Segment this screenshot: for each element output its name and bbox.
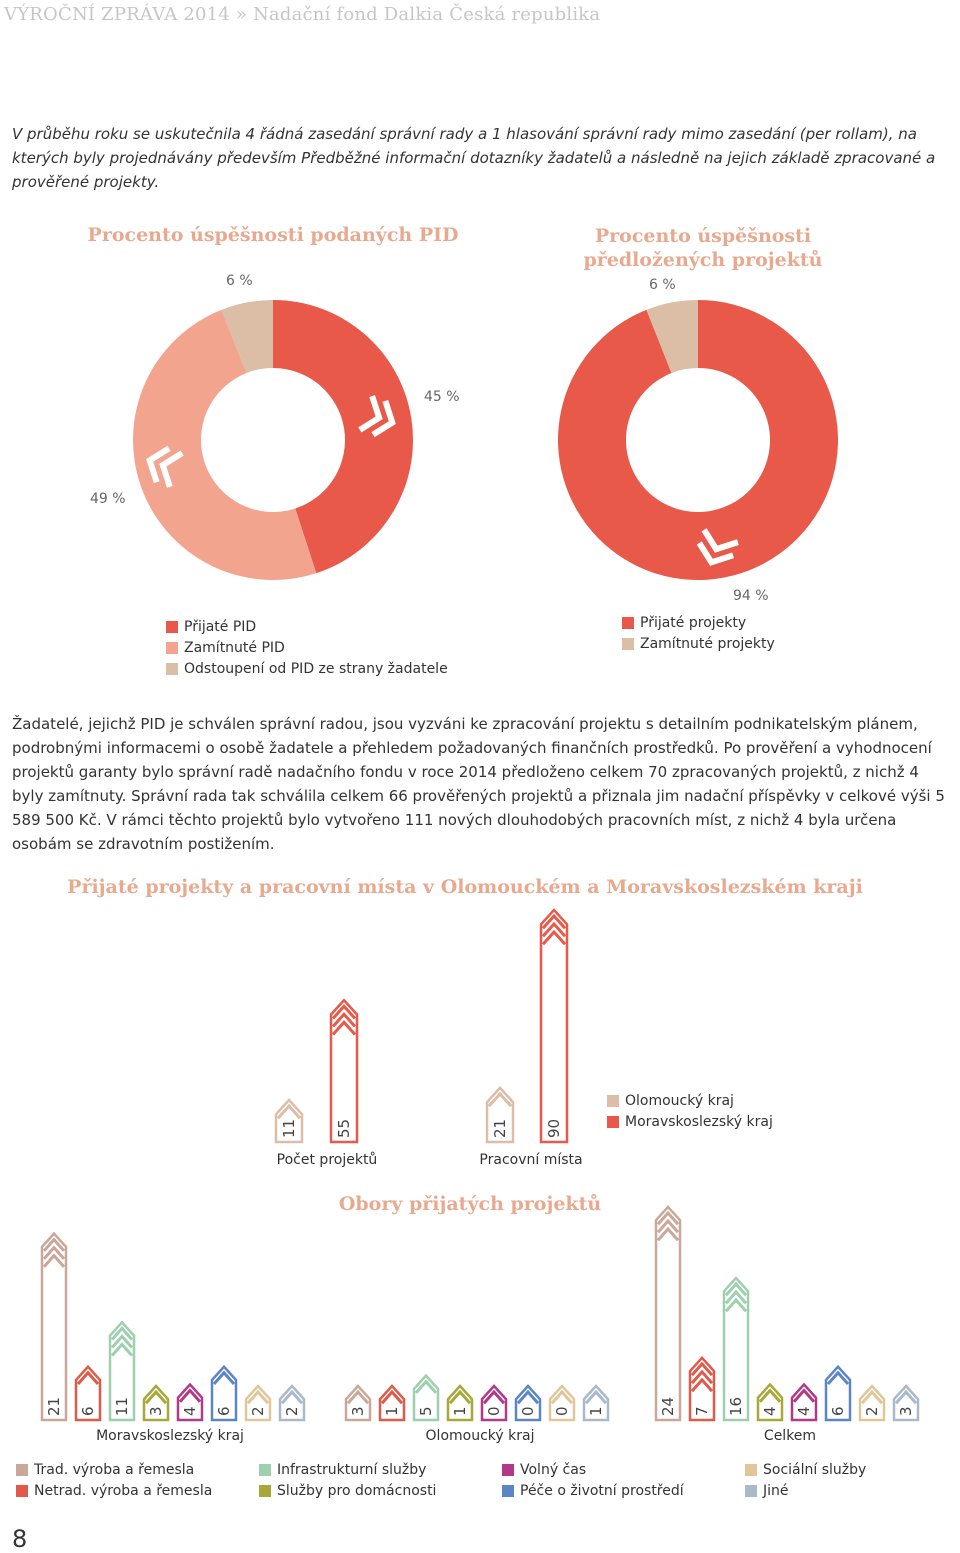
legend-label: Moravskoslezský kraj — [625, 1113, 773, 1130]
pie2-label-accepted: 94 % — [733, 588, 769, 604]
bar1-category-projects: Počet projektů — [276, 1152, 378, 1168]
bar2-bar — [656, 1207, 680, 1420]
bar2-category-olk: Olomoucký kraj — [425, 1428, 535, 1444]
bar2-title: Obory přijatých projektů — [338, 1193, 602, 1215]
bar-body — [42, 1234, 66, 1420]
bar2-bar — [280, 1386, 304, 1420]
intro-paragraph: V průběhu roku se uskutečnila 4 řádná zasedání správní rady a 1 hlasování správní rady mimo zasedání (per rollam), na kterých byly projednávány především Předběžné informační dotazníky žadatelů a následně na jejich základě zpracované a prověřené projekty. — [12, 125, 936, 191]
legend-label: Přijaté PID — [184, 618, 257, 635]
bar2-bar — [380, 1386, 404, 1420]
bar-value-label: 3 — [897, 1406, 915, 1416]
bar2-bar — [860, 1386, 884, 1420]
bar2-category-msk: Moravskoslezský kraj — [96, 1428, 244, 1444]
bar2-bar — [516, 1386, 540, 1420]
bar2-bar — [690, 1358, 714, 1420]
bar2-bar — [76, 1367, 100, 1420]
bar2-bar — [550, 1386, 574, 1420]
bar-value-label: 55 — [335, 1118, 353, 1138]
bar-value-label: 6 — [829, 1406, 847, 1416]
pie1-label-withdrawn: 6 % — [226, 273, 253, 289]
bar-value-label: 11 — [280, 1118, 298, 1138]
report-header: VÝROČNÍ ZPRÁVA 2014 » Nadační fond Dalkia Česká republika — [4, 4, 601, 25]
bar-value-label: 4 — [181, 1406, 199, 1416]
bar1-bar — [331, 1000, 357, 1142]
legend-label: Jiné — [763, 1482, 789, 1499]
legend-label: Služby pro domácnosti — [277, 1482, 437, 1499]
bar2-bar — [584, 1386, 608, 1420]
bar-value-label: 2 — [283, 1406, 301, 1416]
pie1-title: Procento úspěšnosti podaných PID — [87, 224, 459, 246]
bar-value-label: 24 — [659, 1396, 677, 1416]
bar2-bar — [246, 1386, 270, 1420]
bar2-bar — [110, 1322, 134, 1420]
bar2-bar — [414, 1376, 438, 1420]
bar-value-label: 21 — [45, 1396, 63, 1416]
bar2-bar — [212, 1367, 236, 1420]
bar-value-label: 3 — [349, 1406, 367, 1416]
bar2-bar — [448, 1386, 472, 1420]
bar2-bar — [724, 1278, 748, 1420]
pie1-label-accepted: 45 % — [424, 389, 460, 405]
projects-paragraph: Žadatelé, jejichž PID je schválen správní radou, jsou vyzváni ke zpracování projektu s detailním podnikatelským plánem, podrobnými informacemi o osobě žadatele a přehledem požadovaných finančních prostředků. Po prověření a vyhodnocení projektů garanty bylo správní radě nadačního fondu v roce 2014 předloženo celkem 70 zpracovaných projektů, z nichž 4 byly zamítnuty. Správní rada tak schválila celkem 66 prověřených projektů a přiznala jim nadační příspěvky v celkové výši 5 589 500 Kč. V rámci těchto projektů bylo vytvořeno 111 nových dlouhodobých pracovních míst, z nichž 4 byla určena osobám se zdravotním postižením. — [12, 715, 945, 853]
bar2-bar — [346, 1386, 370, 1420]
legend-label: Volný čas — [520, 1461, 587, 1478]
page-number: 8 — [12, 1525, 28, 1553]
legend-label: Odstoupení od PID ze strany žadatele — [184, 660, 448, 677]
bar2-bar — [894, 1386, 918, 1420]
bar-value-label: 7 — [693, 1406, 711, 1416]
bar-value-label: 11 — [113, 1396, 131, 1416]
bar-body — [541, 910, 567, 1142]
bar-value-label: 2 — [249, 1406, 267, 1416]
bar2-bar — [144, 1386, 168, 1420]
bar2-bar — [178, 1385, 202, 1421]
bar2-bar — [42, 1234, 66, 1420]
bar-value-label: 21 — [491, 1118, 509, 1138]
bar-value-label: 6 — [79, 1406, 97, 1416]
pie1-label-rejected: 49 % — [90, 491, 126, 507]
bar-value-label: 5 — [417, 1406, 435, 1416]
legend-label: Trad. výroba a řemesla — [34, 1461, 195, 1478]
bar-value-label: 0 — [519, 1406, 537, 1416]
bar-value-label: 90 — [545, 1118, 563, 1138]
legend-label: Přijaté projekty — [640, 614, 747, 631]
bar-value-label: 0 — [485, 1406, 503, 1416]
legend-label: Péče o životní prostředí — [520, 1482, 684, 1499]
bar-value-label: 0 — [553, 1406, 571, 1416]
bar1-title: Přijaté projekty a pracovní místa v Olomouckém a Moravskoslezském kraji — [67, 876, 863, 898]
legend-label: Olomoucký kraj — [625, 1092, 734, 1109]
legend-label: Netrad. výroba a řemesla — [34, 1482, 213, 1499]
bar2-bar — [758, 1385, 782, 1421]
bar-value-label: 6 — [215, 1406, 233, 1416]
bar1-bar — [487, 1088, 513, 1142]
bar-value-label: 1 — [383, 1406, 401, 1416]
bar2-bar — [792, 1385, 816, 1421]
pie2-label-rejected: 6 % — [649, 277, 676, 293]
bar1-bar — [276, 1100, 302, 1142]
bar-value-label: 3 — [147, 1406, 165, 1416]
bar-value-label: 4 — [761, 1406, 779, 1416]
bar1-bar — [541, 910, 567, 1142]
pie2-title: Procento úspěšnosti předložených projektů — [583, 225, 823, 271]
bar-value-label: 4 — [795, 1406, 813, 1416]
bar2-bar — [826, 1367, 850, 1420]
legend-label: Zamítnuté PID — [184, 639, 285, 656]
bar-value-label: 16 — [727, 1396, 745, 1416]
bar-value-label: 2 — [863, 1406, 881, 1416]
bar2-category-total: Celkem — [763, 1428, 817, 1444]
legend-label: Infrastrukturní služby — [277, 1461, 427, 1478]
bar1-category-jobs: Pracovní místa — [479, 1152, 583, 1168]
legend-label: Sociální služby — [763, 1461, 867, 1478]
legend-label: Zamítnuté projekty — [640, 635, 775, 652]
bar-value-label: 1 — [451, 1406, 469, 1416]
bar2-bar — [482, 1386, 506, 1420]
bar-value-label: 1 — [587, 1406, 605, 1416]
